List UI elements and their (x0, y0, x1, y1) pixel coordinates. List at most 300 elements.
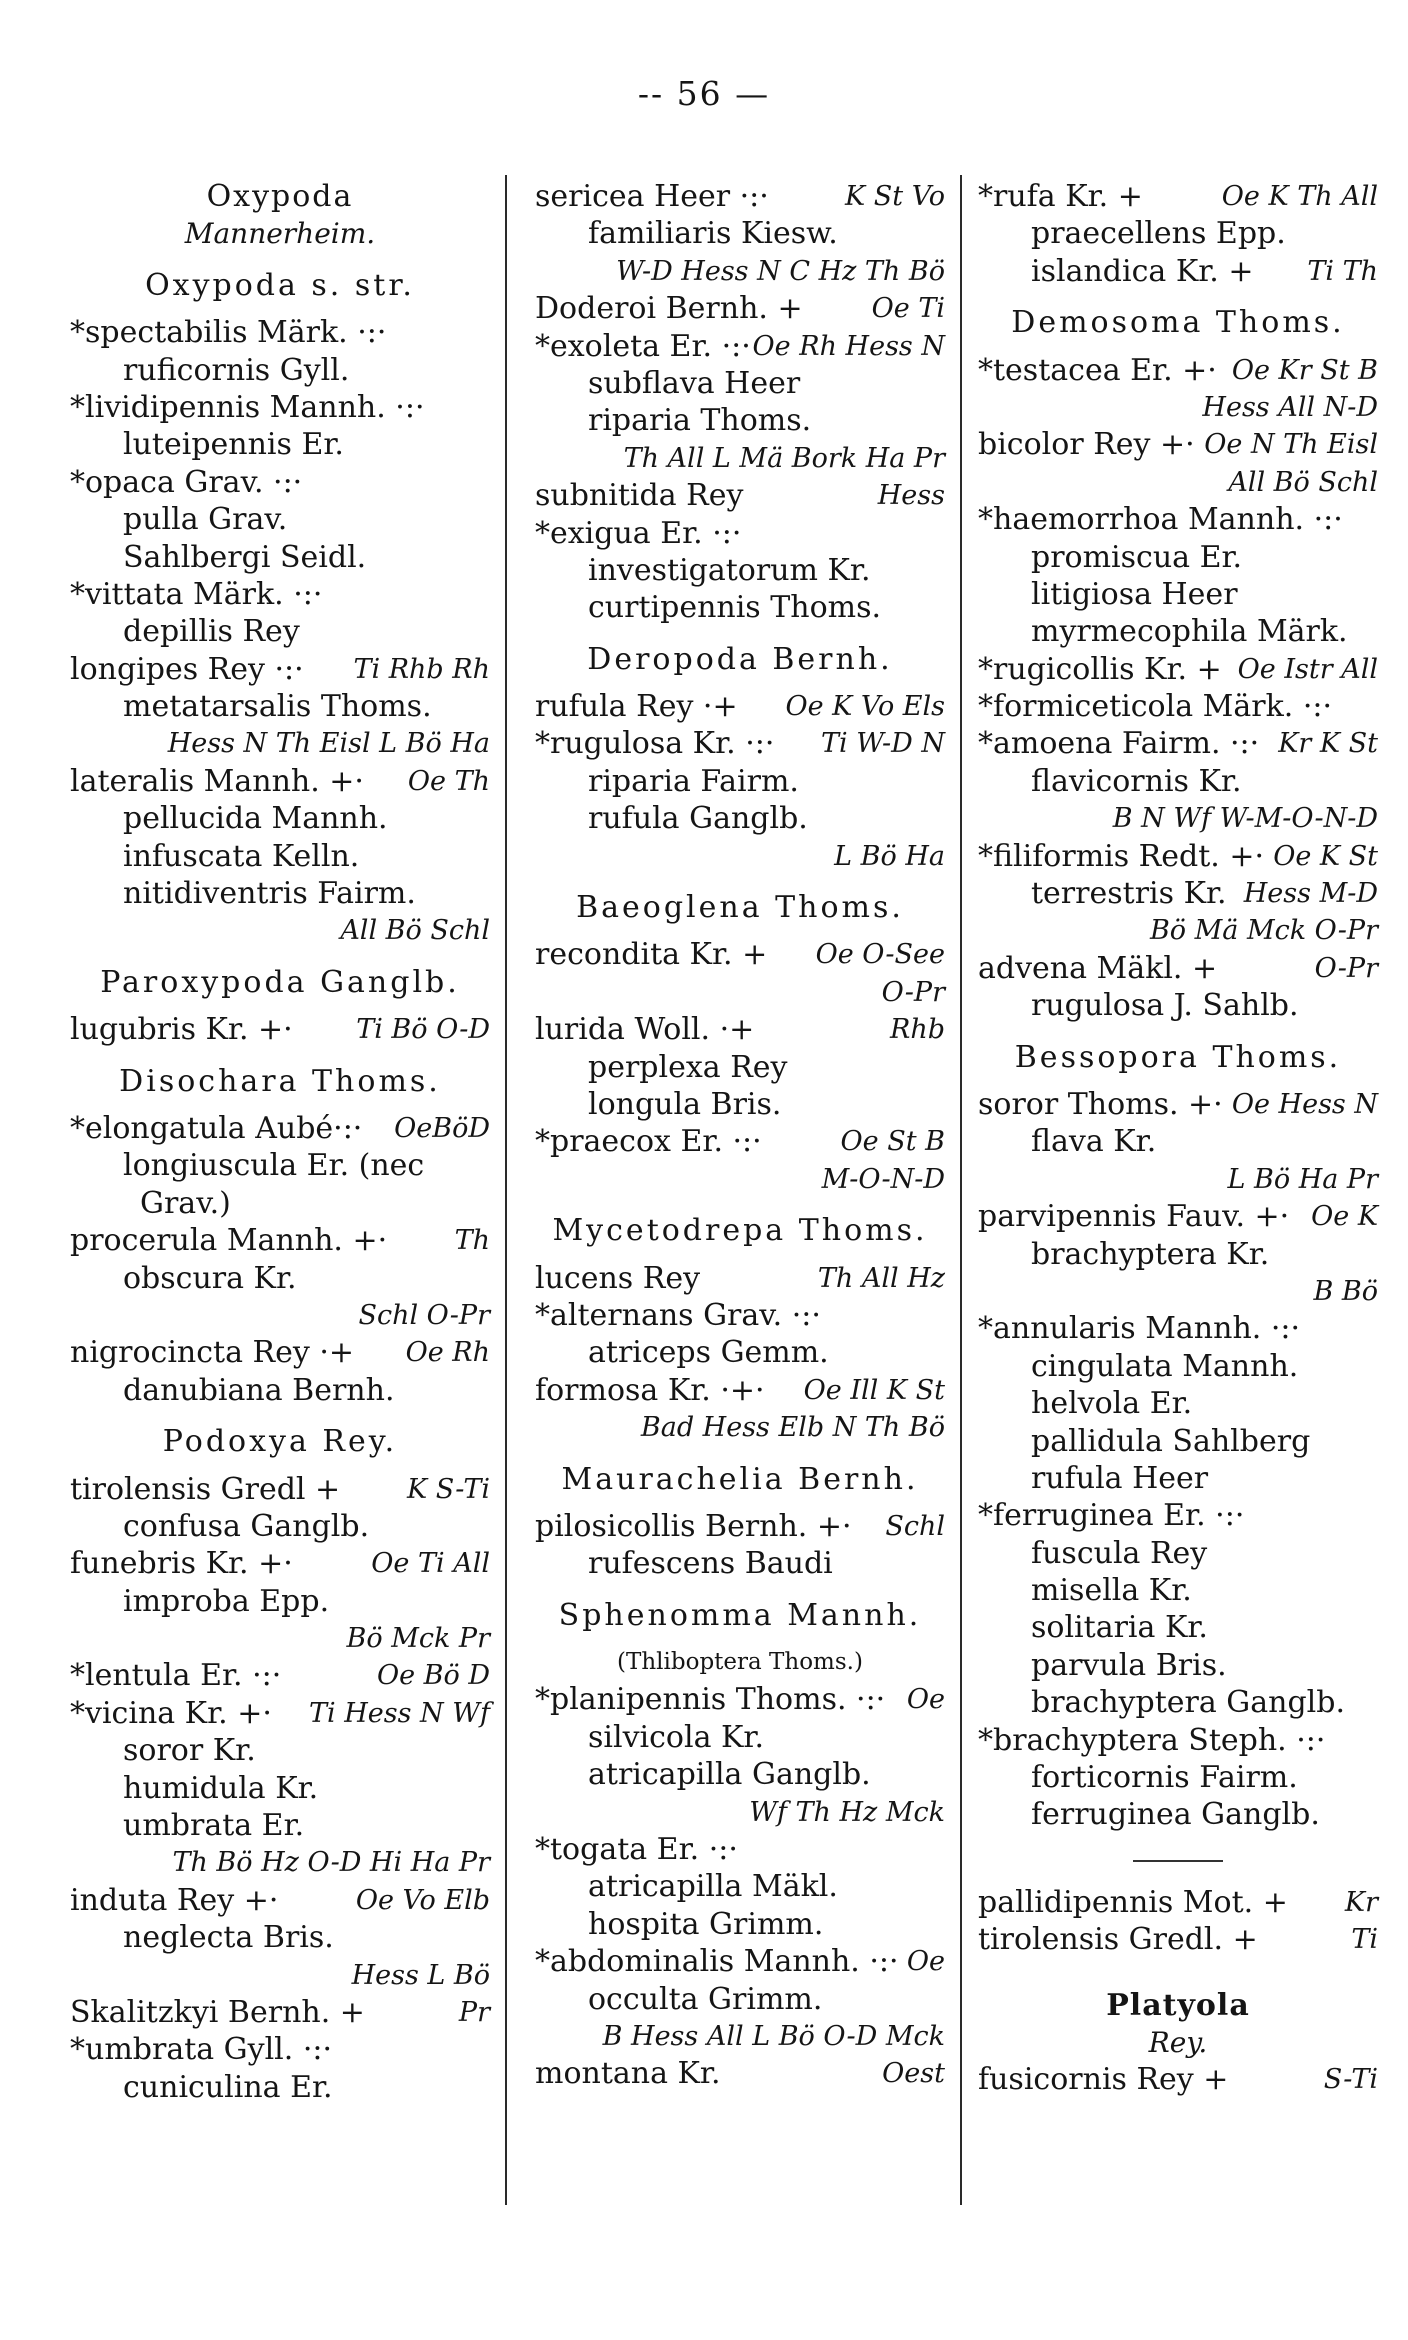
distribution-codes: Bö Mä Mck O-Pr (1149, 915, 1378, 947)
distribution-line (70, 1957, 490, 1994)
distribution-codes: Bad Hess Elb N Th Bö (640, 1412, 945, 1444)
column-left (70, 178, 490, 2106)
distribution-codes: All Bö Schl (1228, 466, 1378, 498)
distribution-codes: Oe (906, 1684, 945, 1716)
distribution-codes: Wf Th Hz Mck (749, 1796, 945, 1828)
species-entry (70, 1657, 490, 1694)
distribution-line (535, 1409, 945, 1446)
species-name: formosa Kr. ·+· (535, 1372, 765, 1408)
species-entry (535, 725, 945, 762)
species-name: *brachyptera Steph. ·:· (978, 1722, 1326, 1758)
species-entry (70, 651, 490, 688)
subgenus-synonym: (Thliboptera Thoms.) (617, 1649, 863, 1676)
synonym-entry (535, 552, 945, 589)
subgenus-heading: Baeoglena Thoms. (576, 890, 904, 926)
species-name: subnitida Rey (535, 478, 744, 514)
species-name: advena Mäkl. + (978, 950, 1218, 986)
species-name: *formiceticola Märk. ·:· (978, 689, 1333, 725)
distribution-line (535, 440, 945, 477)
species-entry (535, 1831, 945, 1868)
synonym-name: brachyptera Ganglb. (1031, 1685, 1345, 1721)
synonym-entry (978, 1423, 1378, 1460)
distribution-line (535, 253, 945, 290)
distribution-codes: Oe K (1311, 1201, 1378, 1233)
distribution-codes: Oe N Th Eisl (1204, 429, 1378, 461)
subgenus-heading: Disochara Thoms. (119, 1063, 441, 1099)
species-name: *exoleta Er. ·:· (535, 328, 751, 364)
species-entry (978, 651, 1378, 688)
species-name: *exigua Er. ·:· (535, 515, 742, 551)
synonym-entry (70, 1508, 490, 1545)
distribution-codes: Ti W-D N (821, 728, 945, 760)
species-entry (70, 1471, 490, 1508)
distribution-codes: K S-Ti (406, 1473, 490, 1505)
species-entry (535, 2055, 945, 2092)
species-name: *spectabilis Märk. ·:· (70, 315, 387, 351)
species-name: tirolensis Gredl + (70, 1471, 341, 1507)
species-entry (535, 1943, 945, 1980)
synonym-entry (535, 1868, 945, 1905)
distribution-codes: Oe Ti (871, 293, 945, 325)
distribution-line (535, 1794, 945, 1831)
distribution-codes: Rhb (889, 1014, 945, 1046)
synonym-entry (535, 1334, 945, 1371)
synonym-name: luteipennis Er. (123, 427, 344, 463)
synonym-name: rufula Ganglb. (588, 801, 808, 837)
synonym-name: cingulata Mannh. (1031, 1348, 1299, 1384)
species-entry (978, 501, 1378, 538)
species-entry (978, 2061, 1378, 2098)
distribution-codes: Th (454, 1225, 490, 1257)
species-name: longipes Rey ·:· (70, 651, 304, 687)
synonym-name: umbrata Er. (123, 1808, 305, 1844)
synonym-entry (70, 1770, 490, 1807)
synonym-entry (535, 1756, 945, 1793)
synonym-entry (535, 215, 945, 252)
species-entry (535, 1297, 945, 1334)
distribution-codes: Oe O-See (815, 939, 945, 971)
synonym-name: terrestris Kr. (1031, 876, 1227, 912)
species-entry (70, 1334, 490, 1371)
distribution-line (535, 2018, 945, 2055)
species-name: *amoena Fairm. ·:· (978, 726, 1260, 762)
synonym-name: depillis Rey (123, 614, 300, 650)
distribution-codes: O-Pr (1314, 952, 1378, 984)
synonym-entry (70, 2069, 490, 2106)
distribution-codes: Oe Kr St B (1231, 354, 1378, 386)
distribution-codes: Ti Hess N Wf (309, 1697, 490, 1729)
distribution-codes: B Bö (1313, 1275, 1378, 1307)
distribution-codes: Hess N Th Eisl L Bö Ha (167, 728, 490, 760)
synonym-name: occulta Grimm. (588, 1981, 823, 2017)
species-name: *alternans Grav. ·:· (535, 1297, 821, 1333)
distribution-codes: Hess M-D (1243, 878, 1378, 910)
synonym-name: helvola Er. (1031, 1386, 1193, 1422)
synonym-name: longiuscula Er. (nec (123, 1148, 425, 1184)
subgenus-heading: Bessopora Thoms. (1014, 1039, 1342, 1075)
species-entry (70, 314, 490, 351)
species-entry (70, 1545, 490, 1582)
distribution-codes: B Hess All L Bö O-D Mck (602, 2020, 945, 2052)
species-entry (70, 389, 490, 426)
genus-author: Rey. (1148, 2025, 1208, 2059)
synonym-name: myrmecophila Märk. (1031, 614, 1348, 650)
distribution-codes: Kr K St (1278, 728, 1378, 760)
subgenus-heading: Oxypoda s. str. (145, 267, 415, 303)
synonym-entry (70, 800, 490, 837)
genus-author: Mannerheim. (184, 217, 376, 251)
synonym-entry (70, 613, 490, 650)
synonym-name: rufescens Baudi (588, 1546, 833, 1582)
distribution-codes: Oe Rh Hess N (752, 330, 945, 362)
synonym-name: rugulosa J. Sahlb. (1031, 988, 1299, 1024)
distribution-codes: K St Vo (845, 181, 945, 212)
synonym-name: infuscata Kelln. (123, 838, 360, 874)
column-middle (535, 178, 945, 2093)
synonym-name: confusa Ganglb. (123, 1508, 370, 1544)
synonym-name: praecellens Epp. (1031, 216, 1286, 252)
synonym-entry (535, 365, 945, 402)
species-name: *opaca Grav. ·:· (70, 464, 303, 500)
species-name: *filiformis Redt. +· (978, 838, 1265, 874)
distribution-codes: OeBöD (394, 1112, 490, 1144)
species-entry (535, 1011, 945, 1048)
distribution-codes: Hess (877, 480, 945, 512)
subgenus-heading: Mycetodrepa Thoms. (552, 1213, 928, 1249)
synonym-entry (978, 1572, 1378, 1609)
species-entry (535, 477, 945, 514)
distribution-line (70, 1844, 490, 1881)
distribution-codes: Oe Istr All (1237, 653, 1378, 685)
synonym-name: flavicornis Kr. (1031, 763, 1242, 799)
species-name: rufula Rey ·+ (535, 689, 738, 725)
species-name: *testacea Er. +· (978, 352, 1217, 388)
species-name: lurida Woll. ·+ (535, 1012, 755, 1048)
section-separator (1133, 1860, 1223, 1862)
synonym-entry (70, 1583, 490, 1620)
distribution-codes: Th All L Mä Bork Ha Pr (623, 442, 945, 474)
distribution-codes: Oe K Th All (1221, 181, 1378, 212)
distribution-codes: M-O-N-D (821, 1163, 945, 1195)
species-entry (978, 1884, 1378, 1921)
species-entry (978, 1086, 1378, 1123)
synonym-name: atricapilla Mäkl. (588, 1869, 838, 1905)
synonym-entry (978, 875, 1378, 912)
species-name: recondita Kr. + (535, 937, 768, 973)
species-name: *umbrata Gyll. ·:· (70, 2032, 333, 2068)
distribution-line (70, 725, 490, 762)
synonym-entry (978, 539, 1378, 576)
synonym-entry (978, 763, 1378, 800)
synonym-entry (978, 253, 1378, 290)
synonym-name: improba Epp. (123, 1583, 330, 1619)
species-entry (70, 2031, 490, 2068)
synonym-entry (978, 1647, 1378, 1684)
species-entry (70, 576, 490, 613)
synonym-entry (535, 1086, 945, 1123)
synonym-entry (978, 576, 1378, 613)
subgenus-heading: Podoxya Rey. (162, 1424, 398, 1460)
species-name: *vittata Märk. ·:· (70, 576, 323, 612)
synonym-name: humidula Kr. (123, 1770, 319, 1806)
subgenus-heading: Deropoda Bernh. (587, 641, 893, 677)
distribution-line (70, 1620, 490, 1657)
synonym-entry (535, 800, 945, 837)
species-entry (535, 178, 945, 215)
distribution-line (978, 389, 1378, 426)
species-entry (70, 1222, 490, 1259)
synonym-name: longula Bris. (588, 1086, 782, 1122)
distribution-line (70, 912, 490, 949)
distribution-codes: All Bö Schl (340, 915, 490, 947)
synonym-entry (978, 1460, 1378, 1497)
distribution-codes: Oe Vo Elb (355, 1884, 490, 1916)
synonym-name: metatarsalis Thoms. (123, 689, 432, 725)
species-entry (70, 1994, 490, 2031)
synonym-entry (978, 1796, 1378, 1833)
distribution-codes: S-Ti (1323, 2064, 1378, 2096)
distribution-codes: Schl O-Pr (358, 1299, 490, 1331)
species-name: Doderoi Bernh. + (535, 291, 803, 327)
distribution-codes: Oe K Vo Els (785, 691, 945, 723)
distribution-codes: Ti Th (1307, 255, 1378, 287)
species-entry (535, 1123, 945, 1160)
distribution-codes: Schl (885, 1510, 945, 1542)
species-name: *elongatula Aubé·:· (70, 1110, 363, 1146)
synonym-entry (70, 352, 490, 389)
synonym-entry (70, 1372, 490, 1409)
distribution-line (978, 912, 1378, 949)
distribution-codes: Oe (906, 1946, 945, 1978)
synonym-entry (70, 688, 490, 725)
synonym-name: riparia Thoms. (588, 403, 812, 439)
synonym-name: hospita Grimm. (588, 1906, 824, 1942)
synonym-name: danubiana Bernh. (123, 1372, 395, 1408)
synonym-entry (978, 1759, 1378, 1796)
distribution-codes: Oe Ti All (371, 1548, 490, 1580)
distribution-codes: Oe Rh (405, 1337, 490, 1369)
species-entry (70, 1011, 490, 1048)
synonym-name: ferruginea Ganglb. (1031, 1797, 1320, 1833)
page-number: -- 56 — (637, 74, 771, 113)
synonym-entry (70, 539, 490, 576)
synonym-name: atricapilla Ganglb. (588, 1757, 871, 1793)
species-name: *lividipennis Mannh. ·:· (70, 389, 425, 425)
species-name: montana Kr. (535, 2056, 721, 2092)
species-name: soror Thoms. +· (978, 1086, 1223, 1122)
species-name: parvipennis Fauv. +· (978, 1199, 1290, 1235)
synonym-entry (978, 215, 1378, 252)
distribution-line (978, 800, 1378, 837)
distribution-line (70, 1297, 490, 1334)
synonym-entry (70, 1732, 490, 1769)
distribution-codes: Pr (458, 1996, 490, 2028)
species-entry (535, 688, 945, 725)
synonym-entry (70, 426, 490, 463)
subgenus-heading: Sphenomma Mannh. (558, 1597, 922, 1633)
species-entry (535, 1681, 945, 1718)
species-name: *rugicollis Kr. + (978, 651, 1222, 687)
synonym-name: rufula Heer (1031, 1460, 1209, 1496)
species-name: Skalitzkyi Bernh. + (70, 1994, 365, 2030)
synonym-entry (978, 1123, 1378, 1160)
distribution-codes: O-Pr (881, 976, 945, 1008)
species-name: pilosicollis Bernh. +· (535, 1508, 852, 1544)
species-entry (535, 290, 945, 327)
synonym-name: soror Kr. (123, 1733, 256, 1769)
synonym-name: obscura Kr. (123, 1260, 297, 1296)
synonym-entry (70, 1147, 490, 1184)
species-entry (535, 1508, 945, 1545)
synonym-entry (535, 1545, 945, 1582)
synonym-entry (70, 1807, 490, 1844)
distribution-codes: L Bö Ha Pr (1227, 1163, 1378, 1195)
distribution-codes: Oe Th (407, 765, 490, 797)
species-entry (978, 725, 1378, 762)
distribution-line (535, 974, 945, 1011)
distribution-line (535, 1161, 945, 1198)
species-entry (978, 352, 1378, 389)
distribution-line (978, 1161, 1378, 1198)
synonym-name: ruficornis Gyll. (123, 352, 350, 388)
distribution-line (978, 464, 1378, 501)
subgenus-heading: Demosoma Thoms. (1011, 305, 1345, 341)
synonym-name: neglecta Bris. (123, 1920, 334, 1956)
distribution-codes: Oe Bö D (376, 1660, 490, 1692)
species-entry (978, 1722, 1378, 1759)
subgenus-heading: Paroxypoda Ganglb. (100, 964, 460, 1000)
synonym-entry (978, 613, 1378, 650)
species-entry (978, 1921, 1378, 1958)
species-name: *vicina Kr. +· (70, 1695, 272, 1731)
distribution-codes: Bö Mck Pr (346, 1623, 490, 1655)
synonym-name: Sahlbergi Seidl. (123, 539, 367, 575)
synonym-entry (70, 1919, 490, 1956)
synonym-name: cuniculina Er. (123, 2069, 333, 2105)
species-name: *rufa Kr. + (978, 179, 1143, 214)
species-entry (978, 1310, 1378, 1347)
synonym-name: curtipennis Thoms. (588, 590, 882, 626)
synonym-name: investigatorum Kr. (588, 552, 871, 588)
synonym-name: perplexa Rey (588, 1049, 788, 1085)
species-entry (70, 1110, 490, 1147)
synonym-entry (70, 875, 490, 912)
species-name: bicolor Rey +· (978, 427, 1195, 463)
synonym-entry (535, 589, 945, 626)
synonym-name: silvicola Kr. (588, 1719, 765, 1755)
synonym-name: pallidula Sahlberg (1031, 1423, 1311, 1459)
synonym-entry (535, 763, 945, 800)
distribution-codes: Th Bö Hz O-D Hi Ha Pr (172, 1847, 490, 1879)
species-entry (978, 426, 1378, 463)
synonym-name: pellucida Mannh. (123, 801, 388, 837)
species-name: *planipennis Thoms. ·:· (535, 1682, 886, 1718)
species-entry (70, 763, 490, 800)
synonym-name: islandica Kr. + (1031, 253, 1254, 289)
distribution-codes: Hess L Bö (351, 1959, 490, 1991)
species-name: pallidipennis Mot. + (978, 1884, 1288, 1920)
species-name: funebris Kr. +· (70, 1546, 293, 1582)
species-entry (535, 1372, 945, 1409)
species-entry (978, 178, 1378, 215)
species-name: fusicornis Rey + (978, 2062, 1229, 2098)
species-entry (978, 1497, 1378, 1534)
distribution-codes: Ti Rhb Rh (353, 653, 490, 685)
species-entry (978, 838, 1378, 875)
column-divider (505, 175, 507, 2205)
species-entry (535, 1260, 945, 1297)
synonym-entry (535, 1049, 945, 1086)
species-entry (70, 1882, 490, 1919)
species-entry (70, 1695, 490, 1732)
synonym-name: familiaris Kiesw. (588, 216, 838, 252)
synonym-name: riparia Fairm. (588, 763, 799, 799)
synonym-entry (535, 1906, 945, 1943)
distribution-codes: L Bö Ha (834, 840, 945, 872)
synonym-name: litigiosa Heer (1031, 576, 1238, 612)
species-name: tirolensis Gredl. + (978, 1922, 1258, 1958)
species-name: nigrocincta Rey ·+ (70, 1335, 355, 1371)
genus-title: Platyola (1106, 1987, 1250, 2023)
distribution-codes: W-D Hess N C Hz Th Bö (616, 255, 945, 287)
synonym-entry (70, 501, 490, 538)
species-entry (978, 950, 1378, 987)
distribution-codes: Th All Hz (817, 1262, 945, 1294)
species-entry (535, 328, 945, 365)
synonym-name: misella Kr. (1031, 1573, 1192, 1609)
species-name: *haemorrhoa Mannh. ·:· (978, 502, 1343, 538)
synonym-entry (978, 1236, 1378, 1273)
synonym-name: Grav.) (140, 1185, 231, 1221)
synonym-name: parvula Bris. (1031, 1647, 1227, 1683)
synonym-name: promiscua Er. (1031, 539, 1243, 575)
distribution-codes: Oe Hess N (1231, 1088, 1378, 1120)
synonym-entry (978, 1684, 1378, 1721)
species-name: *rugulosa Kr. ·:· (535, 726, 775, 762)
column-divider (960, 175, 962, 2205)
distribution-codes: Oest (882, 2058, 945, 2090)
distribution-codes: Ti (1351, 1924, 1378, 1956)
synonym-entry (978, 1535, 1378, 1572)
synonym-entry (978, 1348, 1378, 1385)
distribution-codes: Oe St B (840, 1126, 945, 1158)
distribution-codes: Ti Bö O-D (356, 1014, 490, 1046)
subgenus-heading: Maurachelia Bernh. (561, 1461, 919, 1497)
species-name: lugubris Kr. +· (70, 1012, 293, 1048)
species-name: *ferruginea Er. ·:· (978, 1498, 1245, 1534)
synonym-entry (535, 402, 945, 439)
synonym-name: fuscula Rey (1031, 1535, 1208, 1571)
synonym-entry (70, 1260, 490, 1297)
species-name: *lentula Er. ·:· (70, 1658, 282, 1694)
distribution-codes: Kr (1344, 1886, 1378, 1918)
synonym-entry (535, 1719, 945, 1756)
distribution-line (978, 1273, 1378, 1310)
species-name: lateralis Mannh. +· (70, 763, 364, 799)
species-name: induta Rey +· (70, 1882, 279, 1918)
synonym-name: subflava Heer (588, 365, 801, 401)
species-entry (70, 464, 490, 501)
synonym-entry (535, 1981, 945, 2018)
species-name: sericea Heer ·:· (535, 179, 769, 214)
distribution-codes: Hess All N-D (1202, 391, 1378, 423)
synonym-entry (978, 987, 1378, 1024)
species-entry (978, 688, 1378, 725)
synonym-name: pulla Grav. (123, 502, 288, 538)
distribution-codes: Oe K St (1273, 840, 1378, 872)
synonym-name: nitidiventris Fairm. (123, 876, 416, 912)
synonym-name: flava Kr. (1031, 1124, 1157, 1160)
